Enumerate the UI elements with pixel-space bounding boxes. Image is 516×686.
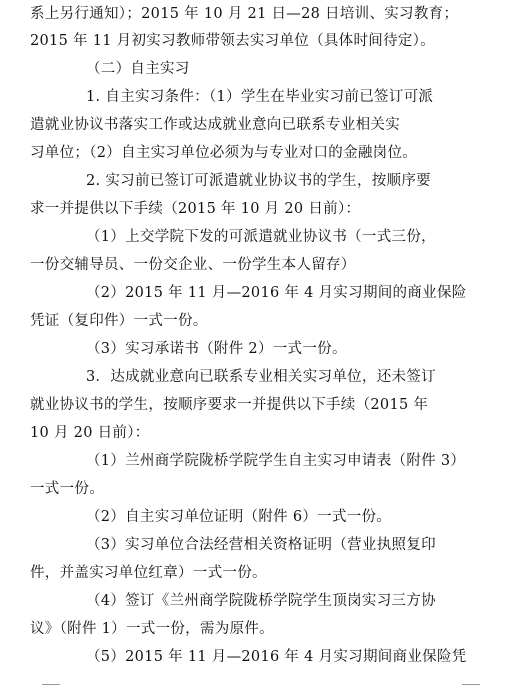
document-line: 习单位；（2）自主实习单位必须为与专业对口的金融岗位。: [30, 145, 418, 161]
document-line: 就业协议书的学生，按顺序要求一并提供以下手续（2015 年: [30, 397, 429, 413]
page-corner-mark-left: [42, 684, 60, 685]
document-line: 一式一份。: [30, 481, 104, 497]
document-line: （2）2015 年 11 月—2016 年 4 月实习期间的商业保险: [86, 285, 467, 301]
document-line: 一份交辅导员、一份交企业、一份学生本人留存）: [30, 257, 356, 273]
document-line: （5）2015 年 11 月—2016 年 4 月实习期间商业保险凭: [86, 649, 467, 665]
document-line: 2015 年 11 月初实习教师带领去实习单位（具体时间待定）。: [30, 33, 436, 49]
document-line: 件，并盖实习单位红章）一式一份。: [30, 565, 267, 581]
document-line: 10 月 20 日前）：: [30, 425, 150, 441]
document-line: （2）自主实习单位证明（附件 6）一式一份。: [86, 509, 392, 525]
document-line: 3．达成就业意向已联系专业相关实习单位，还未签订: [86, 369, 436, 385]
document-line: 凭证（复印件）一式一份。: [30, 313, 208, 329]
document-line: （3）实习单位合法经营相关资格证明（营业执照复印: [86, 537, 436, 553]
document-line: （1）上交学院下发的可派遣就业协议书（一式三份，: [86, 229, 436, 245]
document-line: 遣就业协议书落实工作或达成就业意向已联系专业相关实: [30, 117, 400, 133]
document-line: 2. 实习前已签订可派遣就业协议书的学生，按顺序要: [86, 173, 431, 189]
page-corner-mark-right: [462, 684, 480, 685]
document-line: （1）兰州商学院陇桥学院学生自主实习申请表（附件 3）: [86, 453, 466, 469]
document-line: 系上另行通知）；2015 年 10 月 21 日—28 日培训、实习教育；: [30, 6, 459, 22]
document-line: （4）签订《兰州商学院陇桥学院学生顶岗实习三方协: [86, 593, 436, 609]
document-line: 求一并提供以下手续（2015 年 10 月 20 日前）：: [30, 201, 361, 217]
document-line: （3）实习承诺书（附件 2）一式一份。: [86, 341, 347, 357]
section-heading: （二）自主实习: [86, 61, 190, 77]
document-line: 议》（附件 1）一式一份，需为原件。: [30, 621, 274, 637]
document-line: 1. 自主实习条件：（1）学生在毕业实习前已签订可派: [86, 89, 434, 105]
